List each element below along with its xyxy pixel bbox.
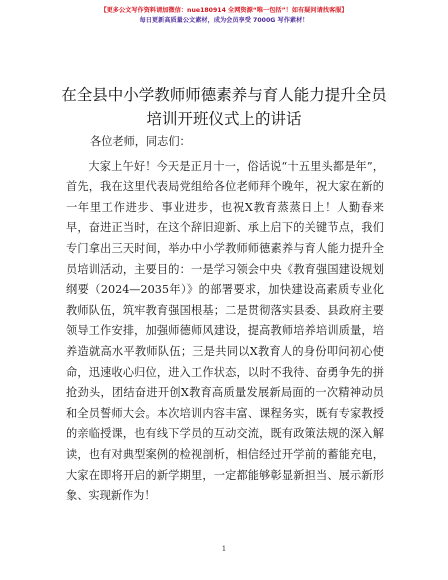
promo-banner-line-1: 【更多公文写作资料请加微信：nue180914 全网资源“唯一包括”！如有疑问请找客服】 [100, 7, 348, 14]
document-body [66, 132, 384, 507]
document-title: 在全县中小学教师师德素养与育人能力提升全员培训开班仪式上的讲话 [61, 86, 387, 128]
promo-banner-line-2: 每日更新高质量公文素材，成为会员享受 7000G 写作素材！ [139, 17, 309, 24]
salutation: 各位老师，同志们： [90, 135, 191, 148]
promo-banner [40, 6, 408, 26]
page-number: 1 [221, 545, 227, 553]
body-paragraph: 大家上午好！今天是正月十一，俗话说“十五里头都是年”，首先，我在这里代表局党组给各位老师拜个晚年，祝大家在新的一年里工作进步、事业进步，也祝X教育蒸蒸日上！人勤春来早，奋进正当时，在这个辞旧迎新、承上启下的关键节点，我们专门拿出三天时间，举办中小学教师师德素养与育人能力提升全员培训活动，主要目的：一是学习领会中央《教育强国建设规划纲要（2024—2035年）》的部署要求，加快建设高素质专业化教师队伍，筑牢教育强国根基；二是贯彻落实县委、县政府主要领导工作安排，加强师德师风建设，提高教师培养培训质量，培养造就高水平教师队伍；三是共同以X教育人的身份叩问初心使命，迅速收心归位，进入工作状态，以时不我待、奋勇争先的拼抢劲头，团结奋进开创X教育高质量发展新局面的一次精神动员和全员誓师大会。本次培训内容丰富、课程务实，既有专家教授的亲临授课，也有线下学员的互动交流，既有政策法规的深入解读，也有对典型案例的检视剖析，相信经过开学前的蓄能充电，大家在即将开启的新学期里，一定都能够彰显新担当、展示新形象、实现新作为！ [66, 159, 384, 503]
